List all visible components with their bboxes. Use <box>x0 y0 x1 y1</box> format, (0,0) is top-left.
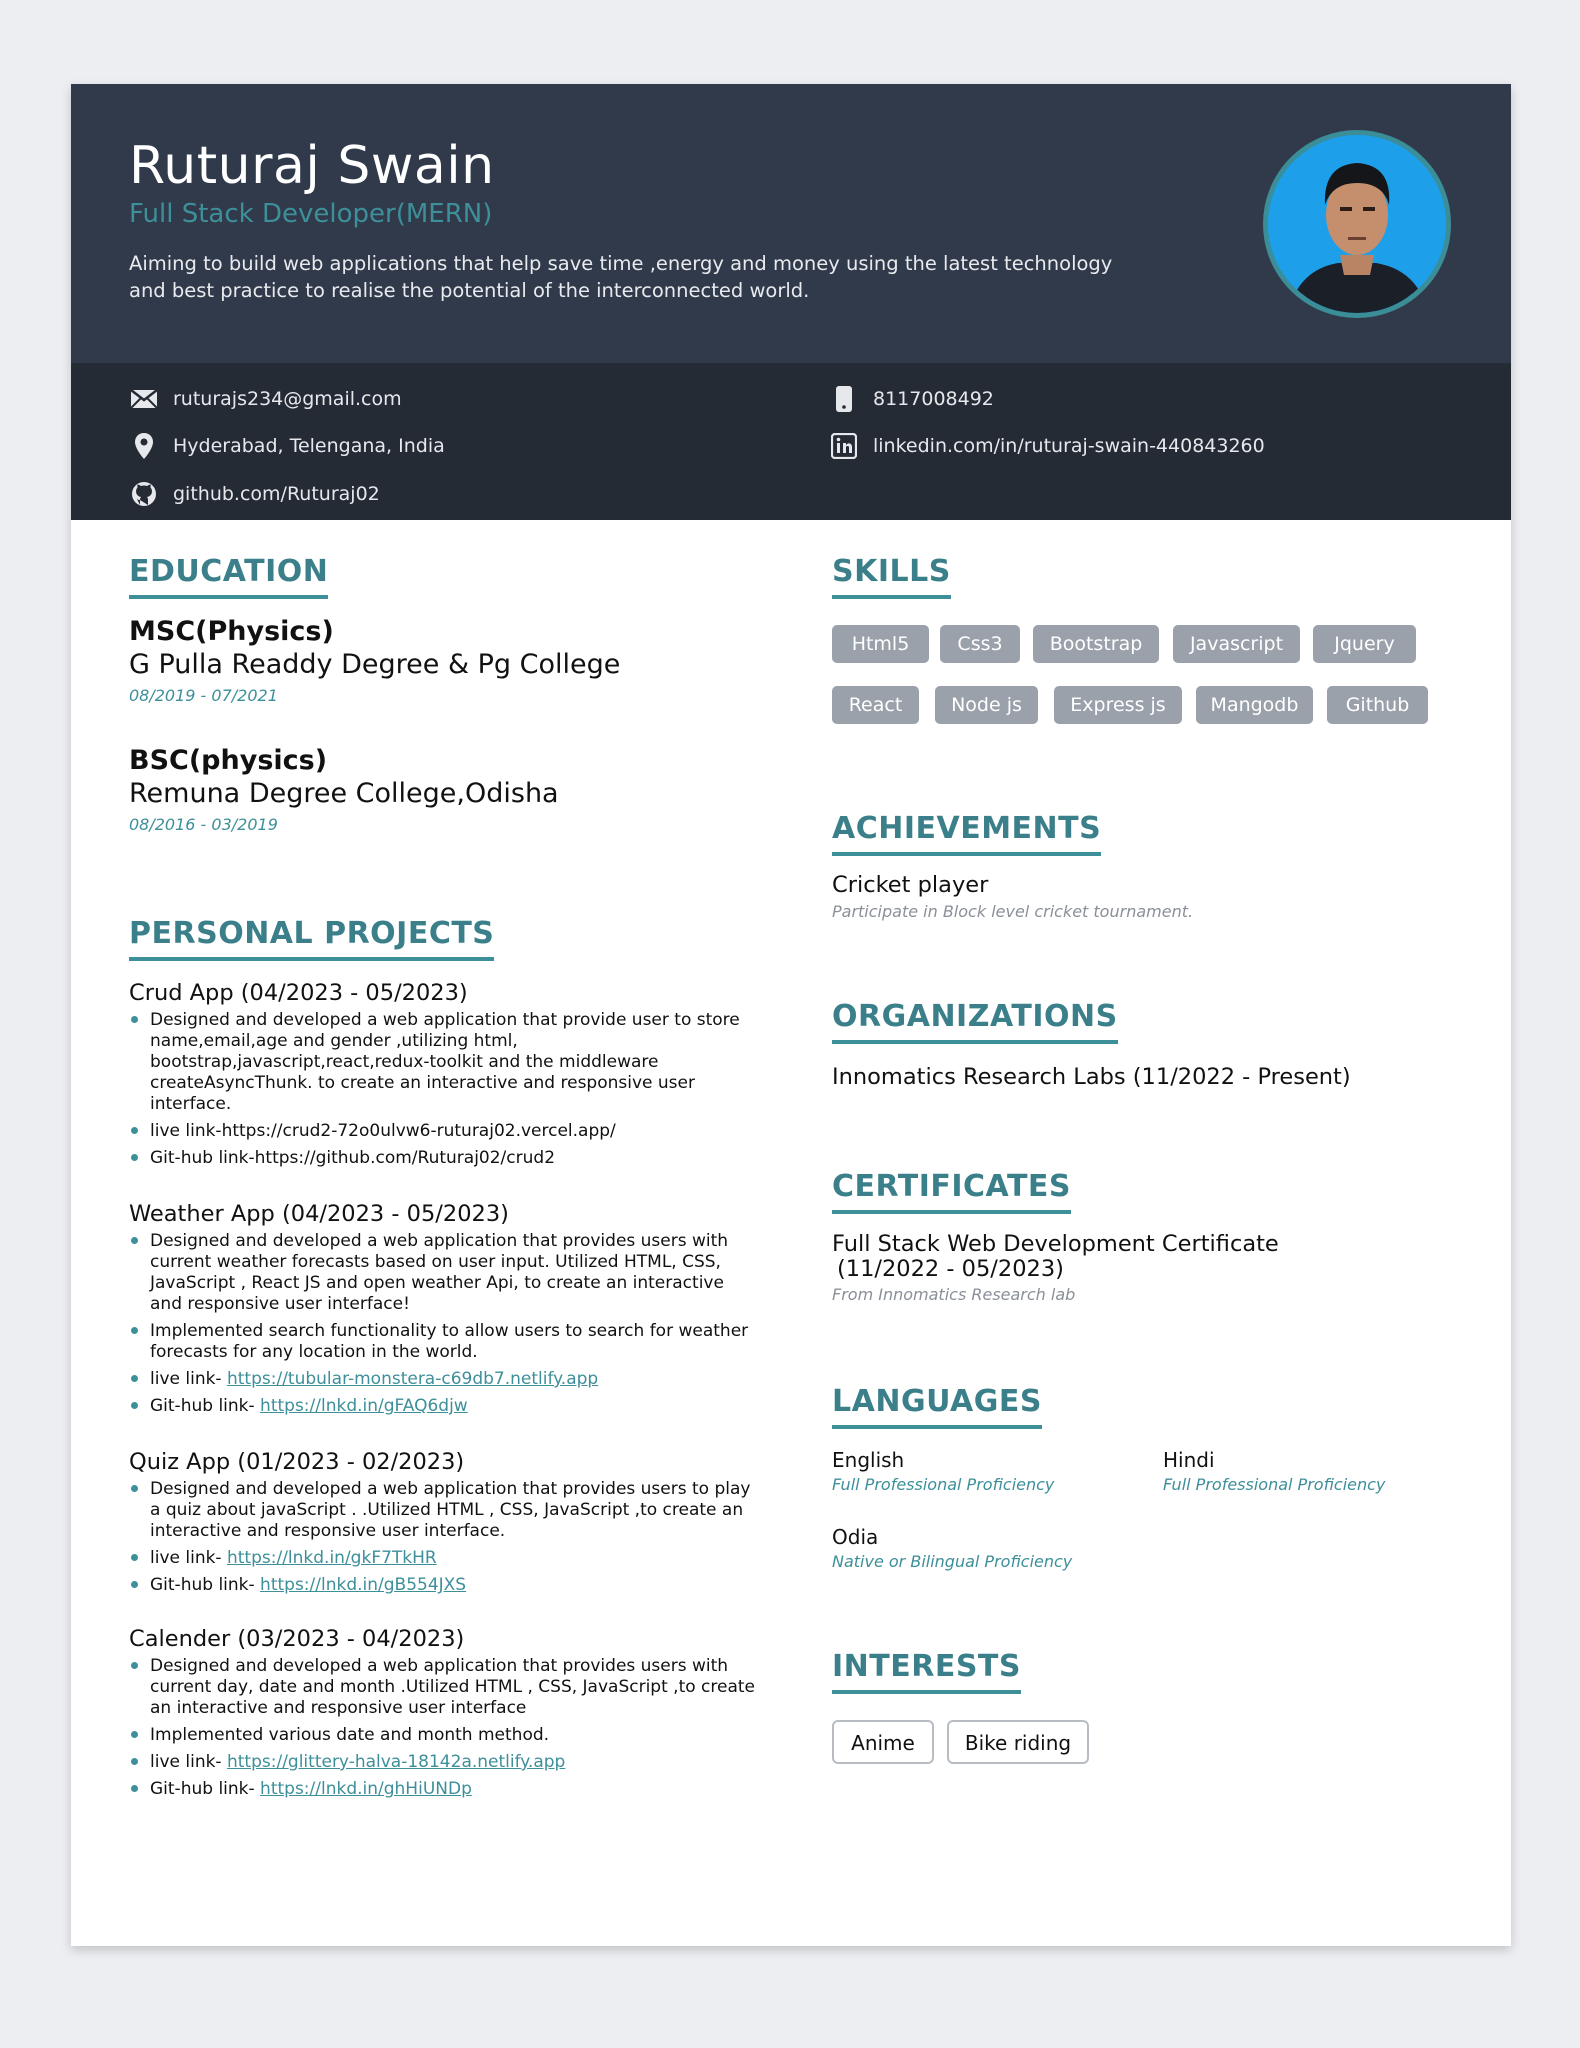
candidate-summary: Aiming to build web applications that help save time ,energy and money using the latest technology and best practice to realise the potential of the interconnected world. <box>129 252 1113 302</box>
project-bullet <box>129 1779 759 1800</box>
skill-tag: Node js <box>935 686 1038 724</box>
candidate-role: Full Stack Developer(MERN) <box>129 199 493 229</box>
live-link[interactable]: https://tubular-monstera-c69db7.netlify.app <box>226 1369 599 1389</box>
resume-header <box>71 84 1511 363</box>
contact-phone[interactable] <box>829 384 994 414</box>
education-school: G Pulla Readdy Degree & Pg College <box>129 649 621 680</box>
project-title: Calender (03/2023 - 04/2023) <box>129 1626 465 1652</box>
certificates-heading: CERTIFICATES <box>832 1169 1071 1214</box>
education-item <box>129 745 559 834</box>
mail-icon <box>129 384 159 414</box>
education-degree: BSC(physics) <box>129 745 328 776</box>
education-dates: 08/2016 - 03/2019 <box>129 815 278 834</box>
project-item <box>129 1626 759 1806</box>
project-bullet: Designed and developed a web application that provides users to play a quiz about javaScript . .Utilized HTML , CSS, JavaScript ,to create an interactive and responsive user interface. <box>129 1479 759 1542</box>
github-link[interactable]: https://lnkd.in/gB554JXS <box>260 1575 467 1595</box>
skill-tag: Bootstrap <box>1033 625 1159 663</box>
interest-tag: Bike riding <box>947 1720 1089 1764</box>
certificate-from: From Innomatics Research lab <box>832 1285 1076 1304</box>
certificate-item <box>832 1232 1279 1304</box>
contact-email[interactable] <box>129 384 402 414</box>
project-bullet: Git-hub link-https://github.com/Ruturaj02/crud2 <box>129 1148 759 1169</box>
link-prefix: Git-hub link- <box>150 1575 261 1595</box>
link-prefix: live link- <box>150 1369 227 1389</box>
skills-heading: SKILLS <box>832 554 951 599</box>
language-level: Native or Bilingual Proficiency <box>832 1552 1073 1571</box>
avatar <box>1263 130 1451 318</box>
skill-tag: Css3 <box>940 625 1020 663</box>
github-link[interactable]: https://lnkd.in/ghHiUNDp <box>260 1779 472 1799</box>
language-name: English <box>832 1448 905 1472</box>
project-bullet: Designed and developed a web application that provides users with current day, date and month .Utilized HTML , CSS, JavaScript ,to create an interactive and responsive user interface <box>129 1656 759 1719</box>
live-link[interactable]: https://lnkd.in/gkF7TkHR <box>226 1548 437 1568</box>
achievement-item <box>832 872 1193 921</box>
link-prefix: Git-hub link- <box>150 1779 261 1799</box>
project-item <box>129 1201 759 1423</box>
project-bullet <box>129 1752 759 1773</box>
language-level: Full Professional Proficiency <box>832 1475 1055 1494</box>
location-text: Hyderabad, Telengana, India <box>173 435 445 457</box>
project-bullet <box>129 1396 759 1417</box>
contact-github[interactable] <box>129 479 380 509</box>
phone-icon <box>829 384 859 414</box>
language-item <box>832 1525 1072 1571</box>
skill-tag: React <box>832 686 919 724</box>
project-bullet <box>129 1369 759 1390</box>
project-bullet: Designed and developed a web application that provide user to store name,email,age and gender ,utilizing html, bootstrap,javascript,react,redux-toolkit and the middleware createAsyncThunk. to create an interactive and responsive user interface. <box>129 1010 759 1115</box>
link-prefix: Git-hub link- <box>150 1396 261 1416</box>
link-prefix: live link- <box>150 1548 227 1568</box>
link-prefix: live link- <box>150 1752 227 1772</box>
language-name: Hindi <box>1163 1448 1215 1472</box>
education-item <box>129 616 620 705</box>
project-bullet: live link-https://crud2-72o0ulvw6-ruturaj02.vercel.app/ <box>129 1121 759 1142</box>
contact-location <box>129 431 445 461</box>
language-level: Full Professional Proficiency <box>1163 1475 1386 1494</box>
project-title: Crud App (04/2023 - 05/2023) <box>129 980 468 1006</box>
profile-photo <box>1268 135 1446 313</box>
achievements-heading: ACHIEVEMENTS <box>832 811 1101 856</box>
skill-tag: Jquery <box>1313 625 1416 663</box>
projects-heading: PERSONAL PROJECTS <box>129 916 494 961</box>
project-title: Weather App (04/2023 - 05/2023) <box>129 1201 509 1227</box>
interest-tag: Anime <box>832 1720 934 1764</box>
live-link[interactable]: https://glittery-halva-18142a.netlify.app <box>226 1752 566 1772</box>
contact-bar <box>71 363 1511 520</box>
project-item <box>129 1449 759 1602</box>
language-name: Odia <box>832 1525 879 1549</box>
organizations-heading: ORGANIZATIONS <box>832 999 1118 1044</box>
interests-heading: INTERESTS <box>832 1649 1021 1694</box>
phone-text: 8117008492 <box>873 388 994 410</box>
github-icon <box>129 479 159 509</box>
education-degree: MSC(Physics) <box>129 616 334 647</box>
achievement-desc: Participate in Block level cricket tournament. <box>832 902 1194 921</box>
education-heading: EDUCATION <box>129 554 328 599</box>
project-bullet: Implemented various date and month method. <box>129 1725 759 1746</box>
resume-page <box>71 84 1511 1946</box>
certificate-dates: (11/2022 - 05/2023) <box>837 1256 1064 1282</box>
language-item <box>1163 1448 1385 1494</box>
skill-tag: Github <box>1327 686 1428 724</box>
project-title: Quiz App (01/2023 - 02/2023) <box>129 1449 465 1475</box>
contact-linkedin[interactable] <box>829 431 1265 461</box>
github-link[interactable]: https://lnkd.in/gFAQ6djw <box>260 1396 468 1416</box>
linkedin-icon <box>829 431 859 461</box>
achievement-title: Cricket player <box>832 872 989 898</box>
project-bullet <box>129 1575 759 1596</box>
location-pin-icon <box>129 431 159 461</box>
project-bullet: Designed and developed a web application that provides users with current weather forecasts based on user input. Utilized HTML, CSS, JavaScript , React JS and open weather Api, to create an interactive and responsive user interface! <box>129 1231 759 1315</box>
skill-tag: Mangodb <box>1196 686 1313 724</box>
candidate-name: Ruturaj Swain <box>129 136 495 196</box>
project-bullet <box>129 1548 759 1569</box>
education-school: Remuna Degree College,Odisha <box>129 778 559 809</box>
email-text: ruturajs234@gmail.com <box>173 388 402 410</box>
project-item <box>129 980 759 1175</box>
languages-heading: LANGUAGES <box>832 1384 1042 1429</box>
github-text: github.com/Ruturaj02 <box>173 483 380 505</box>
skill-tag: Html5 <box>832 625 929 663</box>
skill-tag: Express js <box>1054 686 1182 724</box>
education-dates: 08/2019 - 07/2021 <box>129 686 278 705</box>
organization-item: Innomatics Research Labs (11/2022 - Present) <box>832 1064 1351 1090</box>
project-bullet: Implemented search functionality to allow users to search for weather forecasts for any location in the world. <box>129 1321 759 1363</box>
language-item <box>832 1448 1054 1494</box>
linkedin-text: linkedin.com/in/ruturaj-swain-440843260 <box>873 435 1265 457</box>
skill-tag: Javascript <box>1173 625 1300 663</box>
certificate-title: Full Stack Web Development Certificate <box>832 1231 1279 1257</box>
